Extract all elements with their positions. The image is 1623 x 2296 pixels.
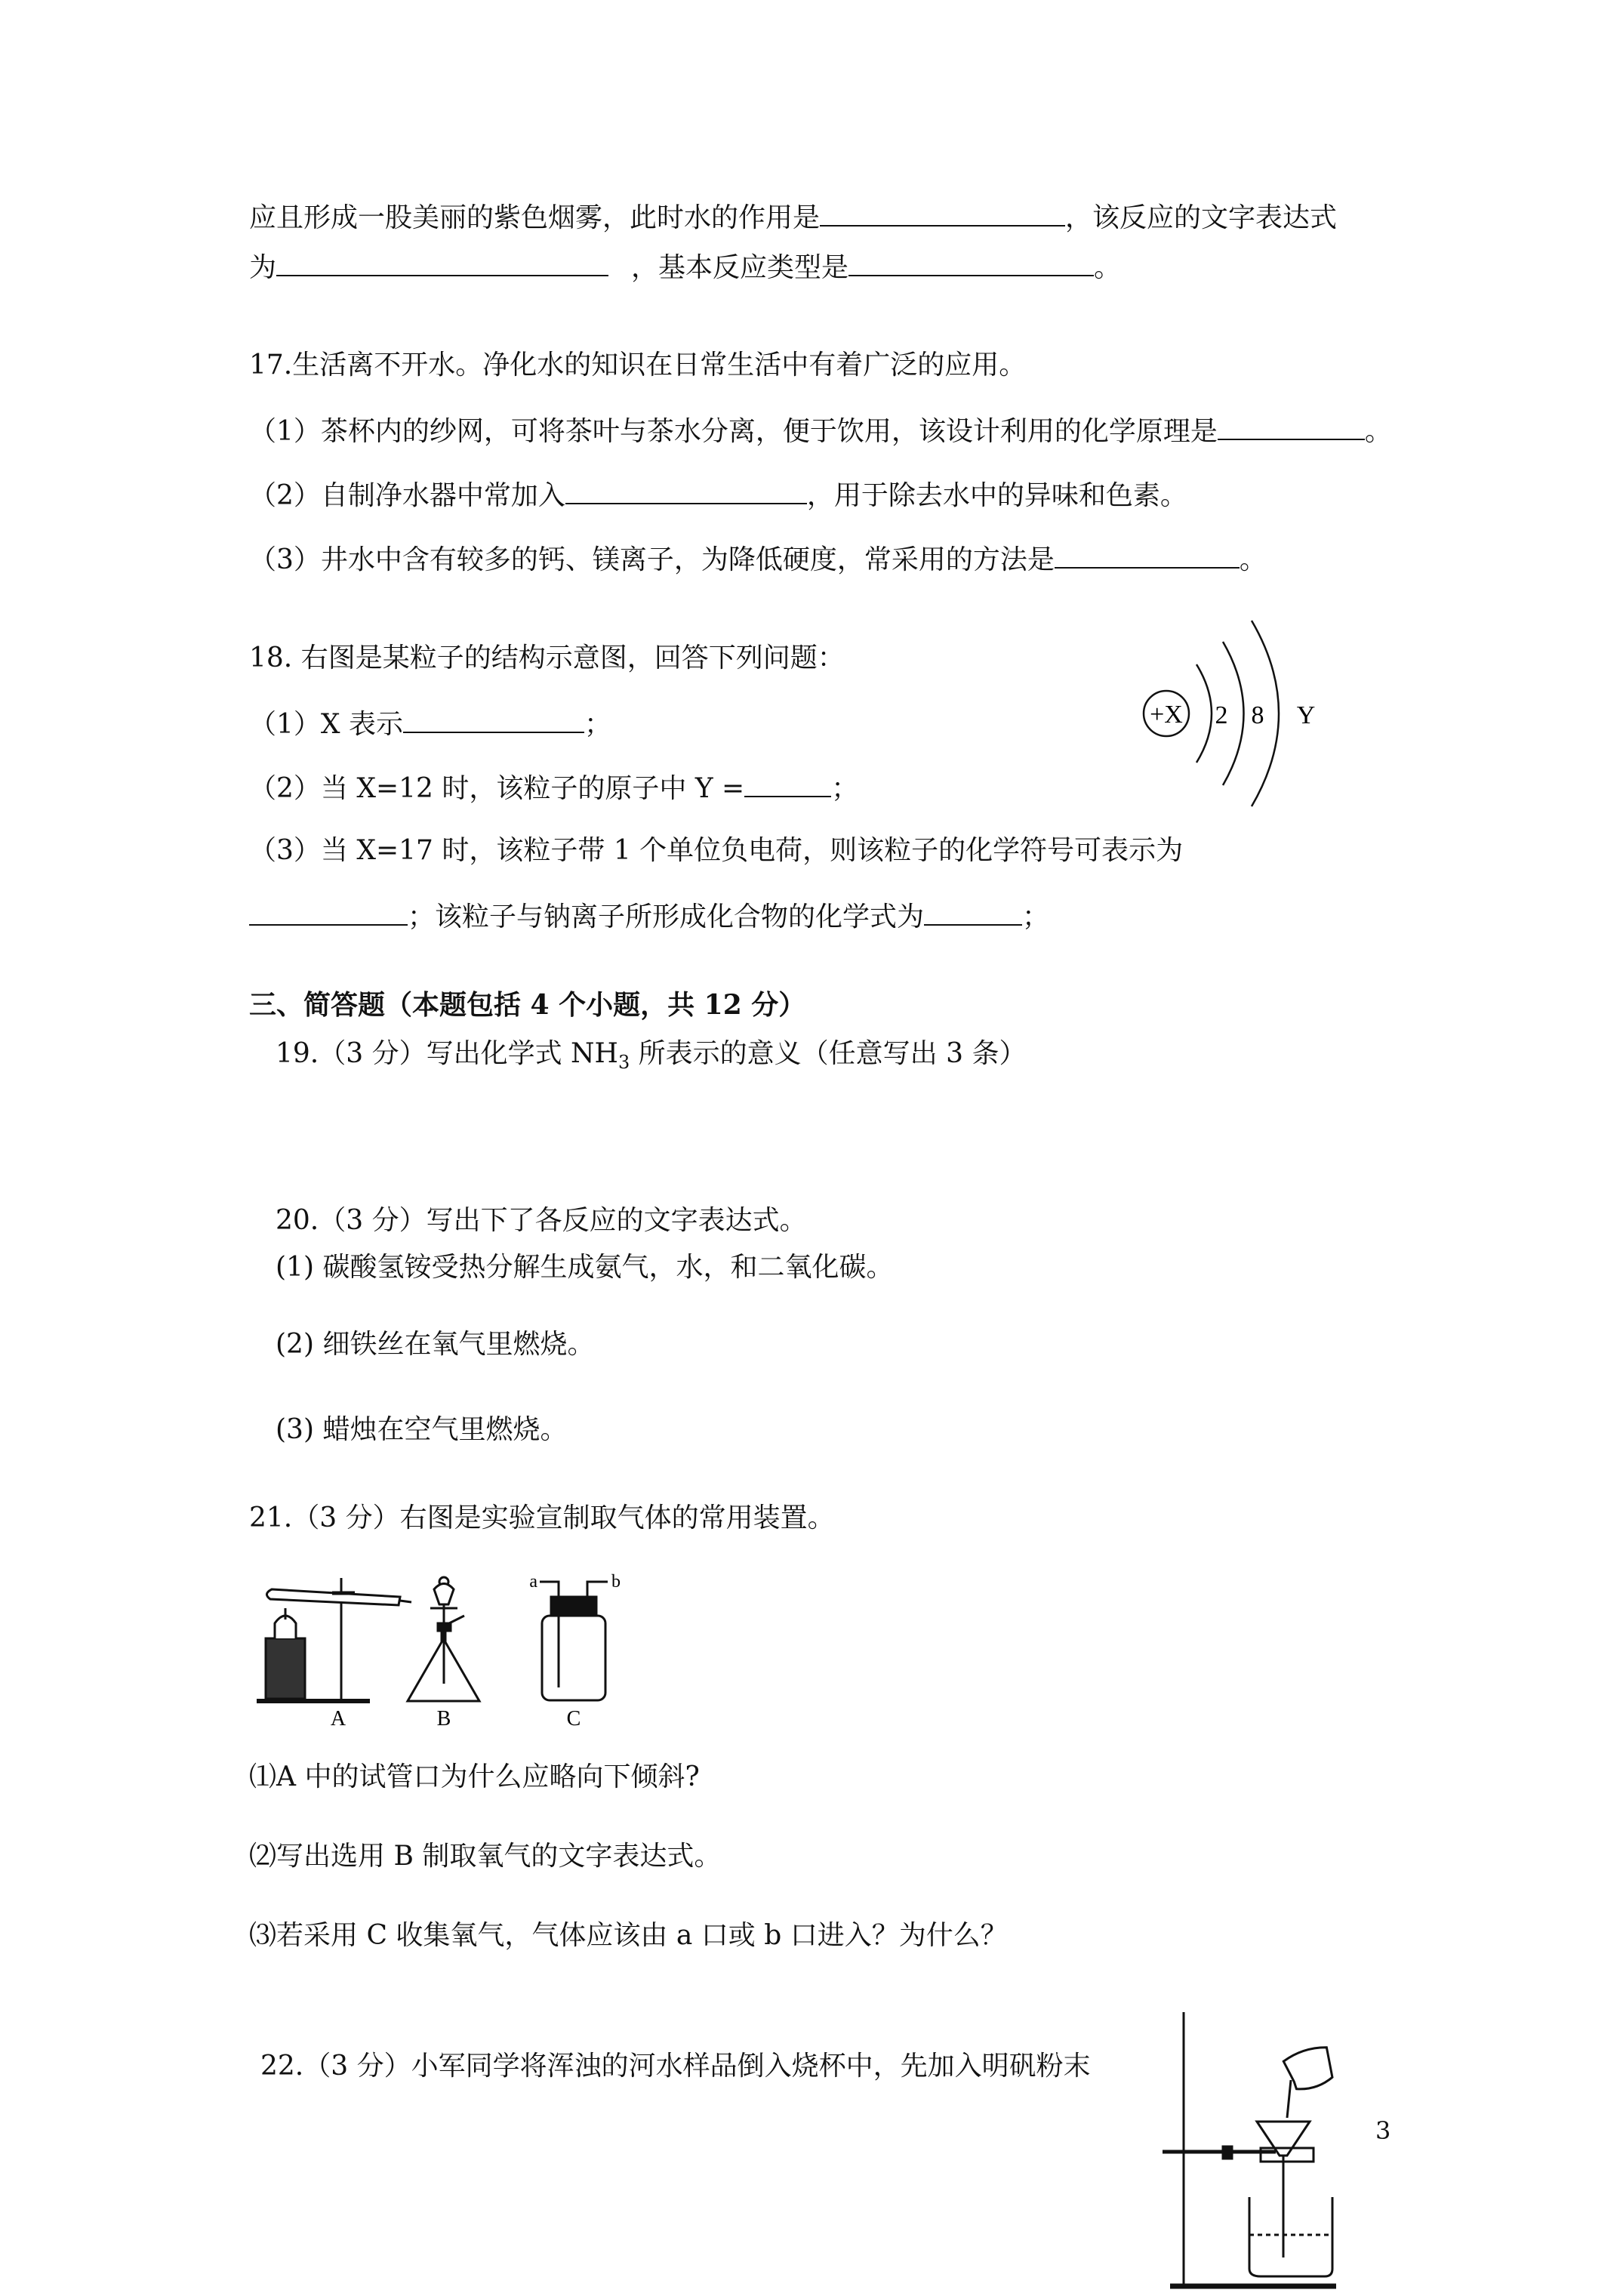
q18-part1: （1）X 表示 ； <box>249 704 611 743</box>
apparatus-c-label: C <box>566 1707 581 1729</box>
q21-part1: ⑴A 中的试管口为什么应略向下倾斜? <box>249 1761 700 1792</box>
answer-blank[interactable] <box>1218 411 1365 440</box>
apparatus-a-heating <box>257 1578 411 1701</box>
q18-part3: （3）当 X=17 时，该粒子带 1 个单位负电荷，则该粒子的化学符号可表示为 <box>249 835 1184 866</box>
answer-blank[interactable] <box>820 198 1065 227</box>
q18-title: 18. 右图是某粒子的结构示意图，回答下列问题： <box>249 643 845 673</box>
shell1-count: 2 <box>1215 701 1228 729</box>
q20-part1: (1) 碳酸氢铵受热分解生成氨气，水，和二氧化碳。 <box>276 1252 894 1283</box>
port-a-label: a <box>529 1572 537 1592</box>
q16-line2: 为 ，基本反应类型是 。 <box>249 248 1121 286</box>
lab-apparatus-diagram <box>249 1555 672 1729</box>
q17-part1: （1）茶杯内的纱网，可将茶叶与茶水分离，便于饮用，该设计利用的化学原理是 。 <box>249 411 1392 450</box>
port-b-label: b <box>611 1572 621 1592</box>
q18-part4: ；该粒子与钠离子所形成化合物的化学式为 ； <box>249 897 1049 935</box>
apparatus-c-bottle <box>540 1582 608 1700</box>
q16-line1: 应且形成一股美丽的紫色烟雾，此时水的作用是 ，该反应的文字表达式 <box>249 198 1337 236</box>
filtration-apparatus-diagram <box>1155 2008 1404 2295</box>
q21-part3: ⑶若采用 C 收集氧气，气体应该由 a 口或 b 口进入？为什么？ <box>249 1920 1008 1951</box>
apparatus-b-label: B <box>436 1707 451 1729</box>
answer-blank[interactable] <box>848 248 1094 276</box>
q19-text: 19.（3 分）写出化学式 $NH_3$ 所表示的意义（任意写出 3 条） <box>276 1038 1027 1073</box>
q20-title: 20.（3 分）写出下了各反应的文字表达式。 <box>276 1205 807 1236</box>
apparatus-a-label: A <box>330 1707 346 1729</box>
q21-part2: ⑵写出选用 B 制取氧气的文字表达式。 <box>249 1841 722 1872</box>
q17-title: 17.生活离不开水。净化水的知识在日常生活中有着广泛的应用。 <box>249 350 1027 381</box>
answer-blank[interactable] <box>249 897 408 926</box>
answer-blank[interactable] <box>924 897 1022 926</box>
shell3-count: Y <box>1296 701 1316 729</box>
q22-title: 22.（3 分）小军同学将浑浊的河水样品倒入烧杯中，先加入明矾粉末 <box>260 2051 1091 2082</box>
answer-blank[interactable] <box>276 248 608 276</box>
atomic-structure-diagram <box>1125 612 1351 808</box>
answer-blank[interactable] <box>565 476 807 504</box>
q18-part2: （2）当 X=12 时，该粒子的原子中 Y = ； <box>249 769 858 807</box>
q20-part3: (3) 蜡烛在空气里燃烧。 <box>276 1414 568 1445</box>
q20-part2: (2) 细铁丝在氧气里燃烧。 <box>276 1329 595 1360</box>
answer-blank[interactable] <box>403 704 584 733</box>
nucleus-label: +X <box>1150 701 1183 729</box>
q17-part3: （3）井水中含有较多的钙、镁离子，为降低硬度，常采用的方法是 。 <box>249 540 1267 578</box>
electron-shell-1 <box>1196 664 1212 763</box>
section-title: 三、简答题（本题包括 4 个小题，共 12 分） <box>249 989 806 1021</box>
q17-part2: （2）自制净水器中常加入 ，用于除去水中的异味和色素。 <box>249 476 1187 514</box>
apparatus-b-flask <box>408 1577 479 1701</box>
page-number: 3 <box>1375 2116 1391 2145</box>
q21-title: 21.（3 分）右图是实验宣制取气体的常用装置。 <box>249 1502 835 1533</box>
answer-blank[interactable] <box>744 769 831 797</box>
answer-blank[interactable] <box>1055 540 1240 569</box>
shell2-count: 8 <box>1251 701 1264 729</box>
